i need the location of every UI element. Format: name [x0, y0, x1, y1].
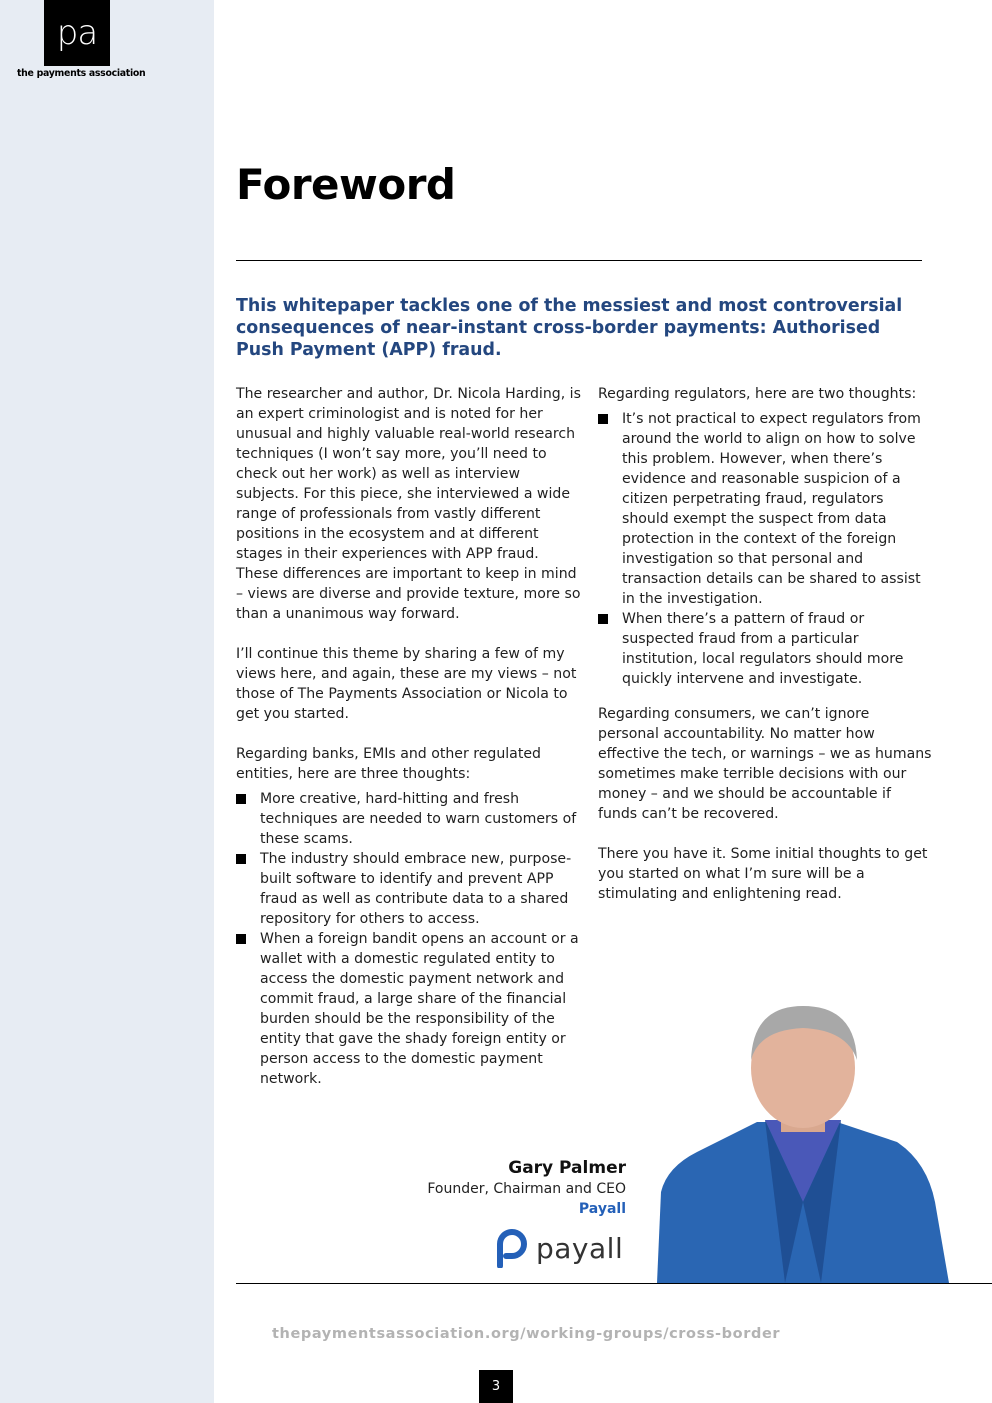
page-number: 3 [479, 1370, 513, 1403]
list-item-text: It’s not practical to expect regulators from around the world to align on how to solve this problem. However, when there’s evidence and reasonable suspicion of a citizen perpetrating fraud, regulators should exempt the suspect from data protection in the context of the foreign investigation so that personal and transaction details can be shared to assist in the investigation. [622, 411, 921, 607]
list-item-text: More creative, hard-hitting and fresh techniques are needed to warn customers of these scams. [260, 791, 577, 847]
author-company: Payall [578, 1201, 626, 1217]
paragraph: Regarding consumers, we can’t ignore personal accountability. No matter how effective the tech, or warnings – we as humans sometimes make terrible decisions with our money – and we should be accountable if funds can’t be recovered. [598, 706, 932, 822]
list-item [236, 849, 581, 929]
payments-association-logo [44, 0, 110, 66]
bullet-list-banks [236, 789, 581, 1089]
list-item [598, 409, 933, 609]
paragraph: The researcher and author, Dr. Nicola Harding, is an expert criminologist and is noted for her unusual and highly valuable real-world research techniques (I won’t say more, you’ll need to check out her work) as well as interview subjects. For this piece, she interviewed a wide range of professionals from vastly different positions in the ecosystem and at different stages in their experiences with APP fraud. These differences are important to keep in mind – views are diverse and provide texture, more so than a unanimous way forward. [236, 386, 581, 622]
left-column [236, 384, 581, 1104]
payall-logo [496, 1228, 623, 1268]
logo-text: pa [56, 13, 98, 53]
square-bullet-icon [236, 794, 246, 804]
paragraph: Regarding banks, EMIs and other regulated entities, here are three thoughts: [236, 746, 541, 782]
list-item-text: The industry should embrace new, purpose-built software to identify and prevent APP fraud as well as contribute data to a shared repository for others to access. [260, 851, 572, 927]
list-item [598, 609, 933, 689]
intro-lede: This whitepaper tackles one of the messiest and most controversial consequences of near-instant cross-border payments: Authorised Push Payment (APP) fraud. [236, 296, 903, 360]
paragraph: There you have it. Some initial thoughts to get you started on what I’m sure will be a stimulating and enlightening read. [598, 846, 928, 902]
paragraph: Regarding regulators, here are two thoughts: [598, 386, 917, 402]
list-item [236, 789, 581, 849]
page-title: Foreword [236, 160, 456, 209]
paragraph: I’ll continue this theme by sharing a few of my views here, and again, these are my views – not those of The Payments Association or Nicola to get you started. [236, 646, 577, 722]
square-bullet-icon [598, 414, 608, 424]
square-bullet-icon [236, 854, 246, 864]
footer-url-link[interactable]: thepaymentsassociation.org/working-groups/cross-border [272, 1326, 781, 1342]
title-divider [236, 260, 922, 261]
square-bullet-icon [236, 934, 246, 944]
list-item [236, 929, 581, 1089]
sidebar-panel [0, 0, 214, 1403]
author-signature [427, 1157, 626, 1219]
author-portrait [657, 1002, 949, 1283]
footer-divider [236, 1283, 992, 1284]
author-name: Gary Palmer [508, 1158, 626, 1178]
square-bullet-icon [598, 614, 608, 624]
bullet-list-regulators [598, 409, 933, 689]
right-column [598, 384, 933, 924]
author-role: Founder, Chairman and CEO [427, 1181, 626, 1197]
list-item-text: When a foreign bandit opens an account or a wallet with a domestic regulated entity to access the domestic payment network and commit fraud, a large share of the financial burden should be the responsibility of the entity that gave the shady foreign entity or person access to the domestic payment network. [260, 931, 579, 1087]
payall-mark-icon [496, 1228, 528, 1268]
logo-caption: the payments association [17, 68, 146, 79]
payall-wordmark: payall [536, 1231, 624, 1265]
list-item-text: When there’s a pattern of fraud or suspected fraud from a particular institution, local regulators should more quickly intervene and investigate. [622, 611, 904, 687]
